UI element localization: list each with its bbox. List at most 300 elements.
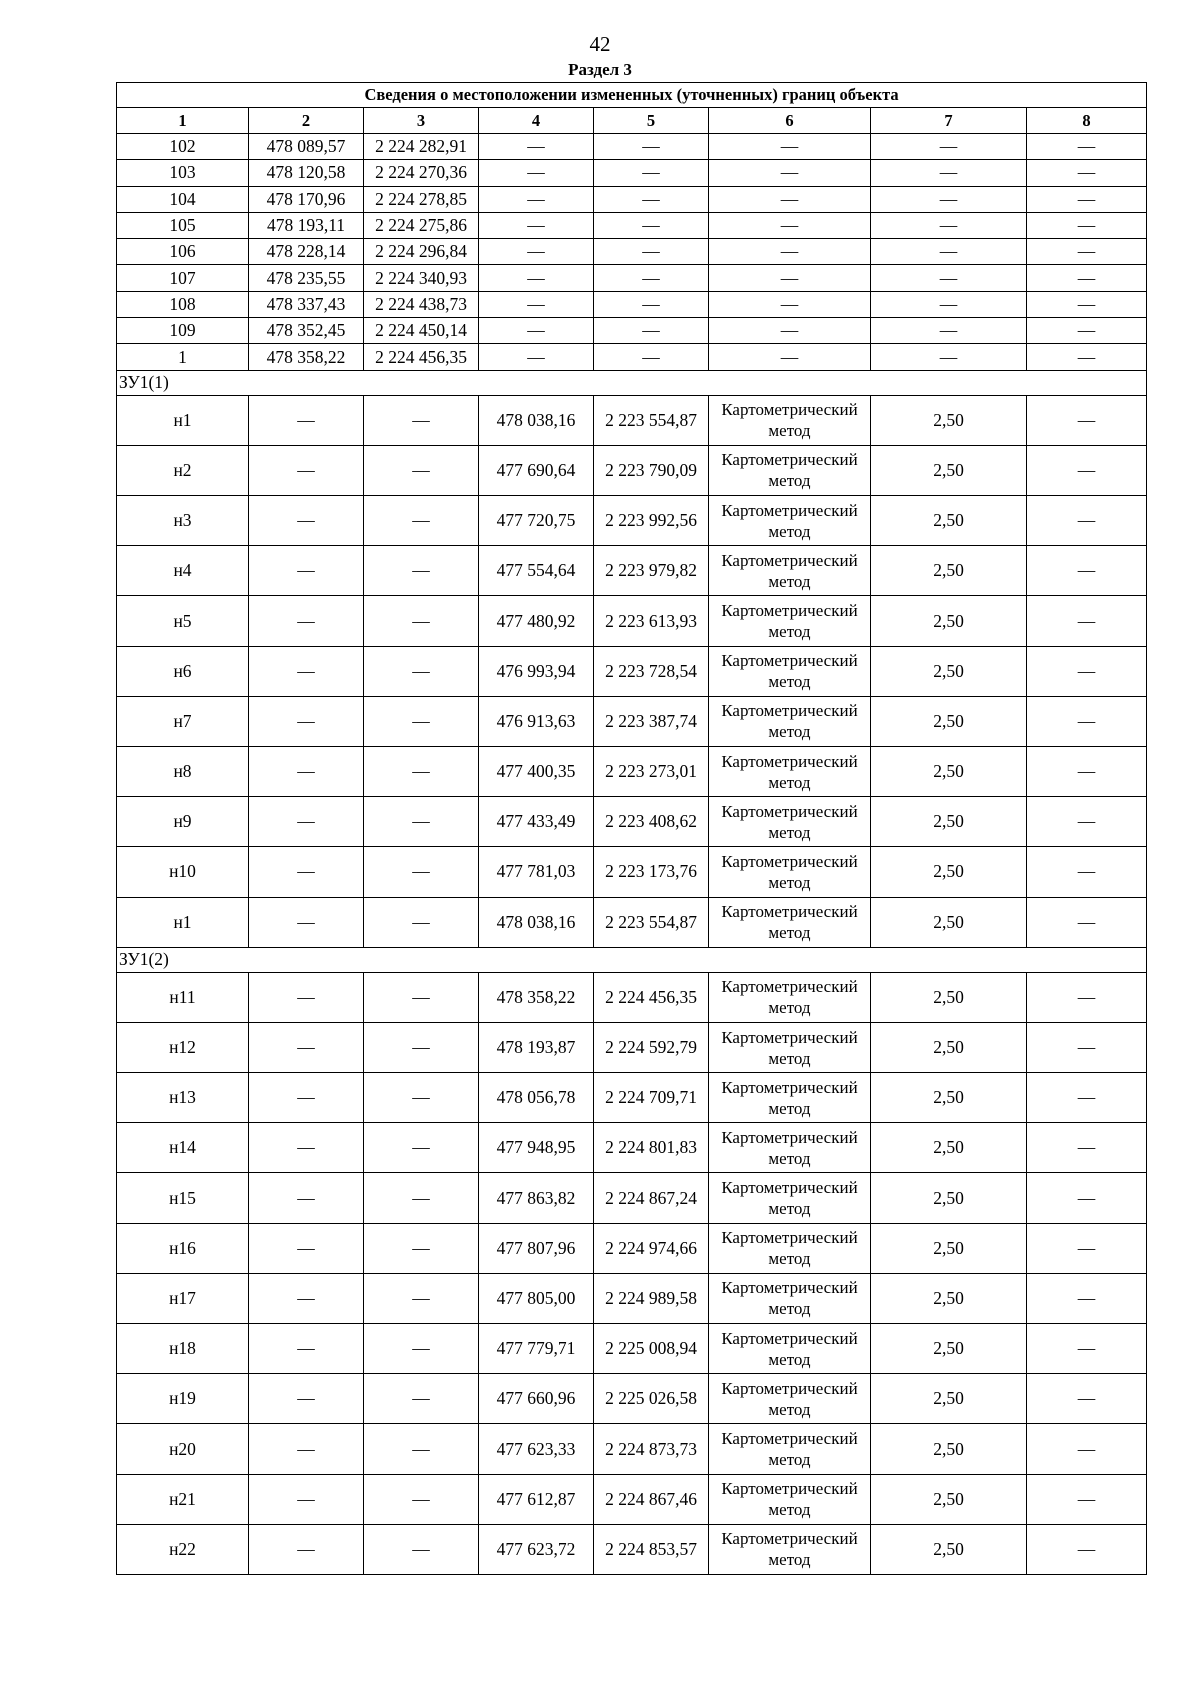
table-row (117, 395, 1147, 445)
table-cell: 477 480,92 (479, 596, 594, 646)
table-cell: — (249, 395, 364, 445)
table-cell: — (871, 212, 1027, 238)
table-cell: 2 224 270,36 (364, 160, 479, 186)
table-cell: 107 (117, 265, 249, 291)
table-cell: Картометрический метод (709, 847, 871, 897)
table-cell: 2 224 989,58 (594, 1273, 709, 1323)
table-cell: — (709, 160, 871, 186)
table-cell: 2,50 (871, 972, 1027, 1022)
table-cell: 477 779,71 (479, 1324, 594, 1374)
table-caption-row (117, 83, 1147, 108)
column-number: 8 (1027, 108, 1147, 134)
table-cell: Картометрический метод (709, 496, 871, 546)
table-row (117, 265, 1147, 291)
table-cell: — (364, 1073, 479, 1123)
group-label: ЗУ1(1) (117, 370, 1147, 395)
table-cell: 2,50 (871, 596, 1027, 646)
table-row (117, 1324, 1147, 1374)
table-cell: 2 224 709,71 (594, 1073, 709, 1123)
table-row (117, 1223, 1147, 1273)
table-cell: — (871, 239, 1027, 265)
table-row (117, 160, 1147, 186)
table-cell: 478 193,87 (479, 1022, 594, 1072)
table-cell: — (479, 239, 594, 265)
table-cell: 2,50 (871, 1273, 1027, 1323)
table-cell: 478 235,55 (249, 265, 364, 291)
table-cell: — (709, 239, 871, 265)
table-cell: — (1027, 291, 1147, 317)
table-cell: 2,50 (871, 395, 1027, 445)
table-cell: 2 224 275,86 (364, 212, 479, 238)
table-cell: 2 224 450,14 (364, 318, 479, 344)
group-header-row (117, 947, 1147, 972)
table-cell: — (479, 160, 594, 186)
table-row (117, 1474, 1147, 1524)
table-cell: — (1027, 496, 1147, 546)
table-cell: 478 038,16 (479, 897, 594, 947)
table-cell: — (249, 1374, 364, 1424)
table-cell: 2,50 (871, 646, 1027, 696)
table-cell: — (249, 1273, 364, 1323)
table-cell: Картометрический метод (709, 1424, 871, 1474)
table-caption: Сведения о местоположении измененных (уточненных) границ объекта (117, 83, 1147, 108)
table-cell: 2 223 408,62 (594, 797, 709, 847)
table-cell: — (249, 1073, 364, 1123)
table-cell: — (871, 265, 1027, 291)
table-row (117, 746, 1147, 796)
table-cell: — (1027, 160, 1147, 186)
table-cell: н12 (117, 1022, 249, 1072)
table-cell: 477 623,72 (479, 1524, 594, 1574)
table-cell: — (1027, 1424, 1147, 1474)
table-cell: н17 (117, 1273, 249, 1323)
table-cell: — (364, 646, 479, 696)
column-number-row (117, 108, 1147, 134)
table-cell: — (1027, 1324, 1147, 1374)
section-title: Раздел 3 (568, 60, 632, 79)
table-cell: 2 224 456,35 (364, 344, 479, 370)
table-row (117, 291, 1147, 317)
table-cell: — (594, 344, 709, 370)
table-cell: — (709, 344, 871, 370)
table-cell: 2,50 (871, 1324, 1027, 1374)
table-cell: 2,50 (871, 445, 1027, 495)
table-cell: — (364, 1324, 479, 1374)
table-cell: — (1027, 1223, 1147, 1273)
table-cell: 2 223 554,87 (594, 897, 709, 947)
table-cell: н15 (117, 1173, 249, 1223)
table-cell: Картометрический метод (709, 395, 871, 445)
table-cell: 2,50 (871, 696, 1027, 746)
table-cell: 477 433,49 (479, 797, 594, 847)
table-cell: — (871, 318, 1027, 344)
table-cell: — (1027, 1374, 1147, 1424)
table-cell: — (364, 897, 479, 947)
table-cell: 2 225 026,58 (594, 1374, 709, 1424)
table-cell: 477 690,64 (479, 445, 594, 495)
table-cell: 2 223 790,09 (594, 445, 709, 495)
table-cell: — (249, 847, 364, 897)
table-cell: — (709, 291, 871, 317)
table-cell: 2 224 974,66 (594, 1223, 709, 1273)
table-cell: н1 (117, 395, 249, 445)
table-row (117, 546, 1147, 596)
table-cell: 477 863,82 (479, 1173, 594, 1223)
table-cell: — (1027, 395, 1147, 445)
table-cell: — (479, 265, 594, 291)
table-cell: — (709, 212, 871, 238)
table-cell: — (594, 186, 709, 212)
table-cell: — (1027, 1123, 1147, 1173)
table-cell: 2,50 (871, 1374, 1027, 1424)
table-cell: Картометрический метод (709, 1022, 871, 1072)
table-cell: — (1027, 212, 1147, 238)
boundary-table (116, 82, 1147, 1575)
table-cell: — (1027, 646, 1147, 696)
column-number: 2 (249, 108, 364, 134)
table-cell: — (1027, 186, 1147, 212)
table-row (117, 1524, 1147, 1574)
table-cell: 2,50 (871, 797, 1027, 847)
table-cell: — (364, 1123, 479, 1173)
table-cell: 2 224 853,57 (594, 1524, 709, 1574)
table-cell: Картометрический метод (709, 1474, 871, 1524)
table-cell: — (364, 1424, 479, 1474)
table-cell: — (479, 134, 594, 160)
table-cell: 477 807,96 (479, 1223, 594, 1273)
table-cell: — (364, 1524, 479, 1574)
column-number: 5 (594, 108, 709, 134)
table-cell: н11 (117, 972, 249, 1022)
table-cell: — (709, 318, 871, 344)
table-cell: 2 224 282,91 (364, 134, 479, 160)
table-cell: — (364, 1173, 479, 1223)
table-cell: 477 720,75 (479, 496, 594, 546)
table-cell: — (479, 344, 594, 370)
table-cell: — (709, 186, 871, 212)
table-cell: — (364, 1474, 479, 1524)
table-row (117, 134, 1147, 160)
table-cell: — (1027, 1524, 1147, 1574)
table-cell: н5 (117, 596, 249, 646)
table-cell: н13 (117, 1073, 249, 1123)
table-cell: — (249, 897, 364, 947)
table-cell: — (249, 1223, 364, 1273)
table-cell: 2,50 (871, 897, 1027, 947)
table-cell: — (1027, 1022, 1147, 1072)
table-cell: — (1027, 797, 1147, 847)
table-cell: 477 781,03 (479, 847, 594, 897)
table-cell: н22 (117, 1524, 249, 1574)
table-row (117, 445, 1147, 495)
table-cell: — (1027, 972, 1147, 1022)
group-header-row (117, 370, 1147, 395)
table-cell: н18 (117, 1324, 249, 1374)
table-cell: н14 (117, 1123, 249, 1173)
table-cell: — (479, 291, 594, 317)
table-cell: н7 (117, 696, 249, 746)
table-cell: 2 223 173,76 (594, 847, 709, 897)
table-cell: 103 (117, 160, 249, 186)
table-cell: 477 805,00 (479, 1273, 594, 1323)
table-cell: 2,50 (871, 847, 1027, 897)
table-cell: 478 120,58 (249, 160, 364, 186)
table-cell: — (249, 445, 364, 495)
table-cell: 2,50 (871, 1223, 1027, 1273)
table-cell: н1 (117, 897, 249, 947)
table-cell: н8 (117, 746, 249, 796)
table-cell: — (871, 160, 1027, 186)
table-row (117, 496, 1147, 546)
table-cell: Картометрический метод (709, 1223, 871, 1273)
table-cell: 102 (117, 134, 249, 160)
table-cell: — (249, 496, 364, 546)
table-cell: 2 224 592,79 (594, 1022, 709, 1072)
table-cell: 478 170,96 (249, 186, 364, 212)
table-row (117, 1022, 1147, 1072)
table-row (117, 847, 1147, 897)
table-row (117, 1173, 1147, 1223)
table-cell: 477 400,35 (479, 746, 594, 796)
table-cell: 478 358,22 (479, 972, 594, 1022)
table-cell: — (1027, 1273, 1147, 1323)
table-cell: Картометрический метод (709, 1524, 871, 1574)
table-row (117, 646, 1147, 696)
table-row (117, 596, 1147, 646)
table-cell: — (1027, 546, 1147, 596)
table-cell: — (594, 212, 709, 238)
table-cell: — (364, 496, 479, 546)
table-cell: — (249, 696, 364, 746)
table-cell: — (1027, 344, 1147, 370)
table-cell: 477 554,64 (479, 546, 594, 596)
table-row (117, 696, 1147, 746)
table-cell: — (249, 746, 364, 796)
table-cell: — (364, 1223, 479, 1273)
table-cell: — (364, 1022, 479, 1072)
table-cell: — (249, 546, 364, 596)
table-cell: н10 (117, 847, 249, 897)
table-cell: — (249, 797, 364, 847)
table-cell: Картометрический метод (709, 897, 871, 947)
table-cell: — (364, 797, 479, 847)
table-cell: 2 224 340,93 (364, 265, 479, 291)
table-cell: н4 (117, 546, 249, 596)
table-cell: 478 337,43 (249, 291, 364, 317)
table-cell: 104 (117, 186, 249, 212)
table-cell: 2 223 728,54 (594, 646, 709, 696)
table-cell: Картометрический метод (709, 546, 871, 596)
table-cell: 477 623,33 (479, 1424, 594, 1474)
table-cell: Картометрический метод (709, 797, 871, 847)
table-cell: 477 948,95 (479, 1123, 594, 1173)
table-cell: Картометрический метод (709, 696, 871, 746)
table-cell: н19 (117, 1374, 249, 1424)
table-cell: н2 (117, 445, 249, 495)
table-cell: 2 223 992,56 (594, 496, 709, 546)
table-cell: 478 089,57 (249, 134, 364, 160)
table-cell: — (1027, 265, 1147, 291)
table-cell: — (1027, 318, 1147, 344)
table-cell: — (364, 746, 479, 796)
table-cell: — (1027, 847, 1147, 897)
table-cell: 105 (117, 212, 249, 238)
table-cell: 477 660,96 (479, 1374, 594, 1424)
table-cell: — (871, 344, 1027, 370)
table-cell: 476 913,63 (479, 696, 594, 746)
table-cell: — (249, 1022, 364, 1072)
table-cell: — (594, 291, 709, 317)
table-cell: н20 (117, 1424, 249, 1474)
table-cell: — (1027, 445, 1147, 495)
table-cell: — (249, 972, 364, 1022)
table-cell: Картометрический метод (709, 1123, 871, 1173)
table-cell: — (594, 160, 709, 186)
table-cell: — (364, 1273, 479, 1323)
column-number: 7 (871, 108, 1027, 134)
table-cell: 2 224 296,84 (364, 239, 479, 265)
table-row (117, 897, 1147, 947)
column-number: 6 (709, 108, 871, 134)
table-cell: 2 223 273,01 (594, 746, 709, 796)
table-cell: 2 224 456,35 (594, 972, 709, 1022)
table-cell: — (364, 696, 479, 746)
column-number: 4 (479, 108, 594, 134)
table-cell: — (249, 1173, 364, 1223)
table-cell: — (1027, 134, 1147, 160)
table-cell: 477 612,87 (479, 1474, 594, 1524)
table-cell: — (364, 445, 479, 495)
table-row (117, 1123, 1147, 1173)
table-row (117, 972, 1147, 1022)
table-cell: — (364, 847, 479, 897)
table-cell: — (1027, 1073, 1147, 1123)
table-cell: 2 224 867,24 (594, 1173, 709, 1223)
table-cell: — (1027, 596, 1147, 646)
table-cell: 2 224 801,83 (594, 1123, 709, 1173)
group-label: ЗУ1(2) (117, 947, 1147, 972)
table-cell: — (249, 1474, 364, 1524)
table-cell: — (249, 646, 364, 696)
table-cell: 2,50 (871, 1424, 1027, 1474)
table-cell: — (1027, 696, 1147, 746)
table-cell: 2 224 438,73 (364, 291, 479, 317)
table-cell: Картометрический метод (709, 1073, 871, 1123)
table-cell: 478 038,16 (479, 395, 594, 445)
table-cell: Картометрический метод (709, 596, 871, 646)
table-cell: 478 358,22 (249, 344, 364, 370)
table-cell: Картометрический метод (709, 1273, 871, 1323)
table-cell: 478 193,11 (249, 212, 364, 238)
table-cell: — (364, 596, 479, 646)
table-cell: — (479, 186, 594, 212)
table-row (117, 239, 1147, 265)
table-cell: — (249, 1324, 364, 1374)
table-cell: н3 (117, 496, 249, 546)
table-cell: — (364, 395, 479, 445)
table-cell: Картометрический метод (709, 1324, 871, 1374)
table-cell: 476 993,94 (479, 646, 594, 696)
table-cell: 2 223 979,82 (594, 546, 709, 596)
table-cell: — (479, 318, 594, 344)
table-cell: Картометрический метод (709, 646, 871, 696)
table-cell: 2,50 (871, 1022, 1027, 1072)
table-cell: 2,50 (871, 1073, 1027, 1123)
table-row (117, 1374, 1147, 1424)
table-cell: — (709, 265, 871, 291)
table-cell: — (1027, 1173, 1147, 1223)
table-cell: 2 224 867,46 (594, 1474, 709, 1524)
page-number: 42 (589, 32, 611, 56)
table-cell: 109 (117, 318, 249, 344)
table-cell: 2,50 (871, 496, 1027, 546)
table-row (117, 797, 1147, 847)
table-cell: 2 224 873,73 (594, 1424, 709, 1474)
table-cell: 2,50 (871, 1474, 1027, 1524)
table-cell: н16 (117, 1223, 249, 1273)
table-cell: н21 (117, 1474, 249, 1524)
table-cell: Картометрический метод (709, 1374, 871, 1424)
table-cell: Картометрический метод (709, 972, 871, 1022)
table-cell: — (364, 1374, 479, 1424)
table-row (117, 1273, 1147, 1323)
table-cell: — (364, 546, 479, 596)
table-cell: 2 225 008,94 (594, 1324, 709, 1374)
column-number: 3 (364, 108, 479, 134)
table-row (117, 186, 1147, 212)
table-cell: — (871, 291, 1027, 317)
table-cell: 2 224 278,85 (364, 186, 479, 212)
table-cell: 1 (117, 344, 249, 370)
table-cell: 478 228,14 (249, 239, 364, 265)
column-number: 1 (117, 108, 249, 134)
table-cell: — (594, 134, 709, 160)
table-cell: 108 (117, 291, 249, 317)
table-cell: — (1027, 897, 1147, 947)
table-cell: 106 (117, 239, 249, 265)
table-cell: — (249, 1424, 364, 1474)
table-cell: — (871, 186, 1027, 212)
table-row (117, 1424, 1147, 1474)
table-cell: Картометрический метод (709, 746, 871, 796)
table-cell: — (594, 239, 709, 265)
table-cell: 2,50 (871, 1123, 1027, 1173)
table-cell: Картометрический метод (709, 445, 871, 495)
table-cell: н6 (117, 646, 249, 696)
table-cell: 478 056,78 (479, 1073, 594, 1123)
table-cell: — (1027, 1474, 1147, 1524)
table-cell: 2,50 (871, 546, 1027, 596)
table-cell: — (709, 134, 871, 160)
table-row (117, 344, 1147, 370)
table-cell: — (249, 596, 364, 646)
table-cell: 2 223 387,74 (594, 696, 709, 746)
table-cell: 2 223 613,93 (594, 596, 709, 646)
table-cell: 2,50 (871, 1524, 1027, 1574)
table-cell: н9 (117, 797, 249, 847)
table-cell: — (594, 265, 709, 291)
table-cell: — (249, 1524, 364, 1574)
table-cell: Картометрический метод (709, 1173, 871, 1223)
table-cell: — (871, 134, 1027, 160)
table-cell: — (364, 972, 479, 1022)
table-row (117, 318, 1147, 344)
table-row (117, 1073, 1147, 1123)
table-cell: — (1027, 239, 1147, 265)
table-cell: 2,50 (871, 1173, 1027, 1223)
table-cell: 478 352,45 (249, 318, 364, 344)
table-cell: — (479, 212, 594, 238)
